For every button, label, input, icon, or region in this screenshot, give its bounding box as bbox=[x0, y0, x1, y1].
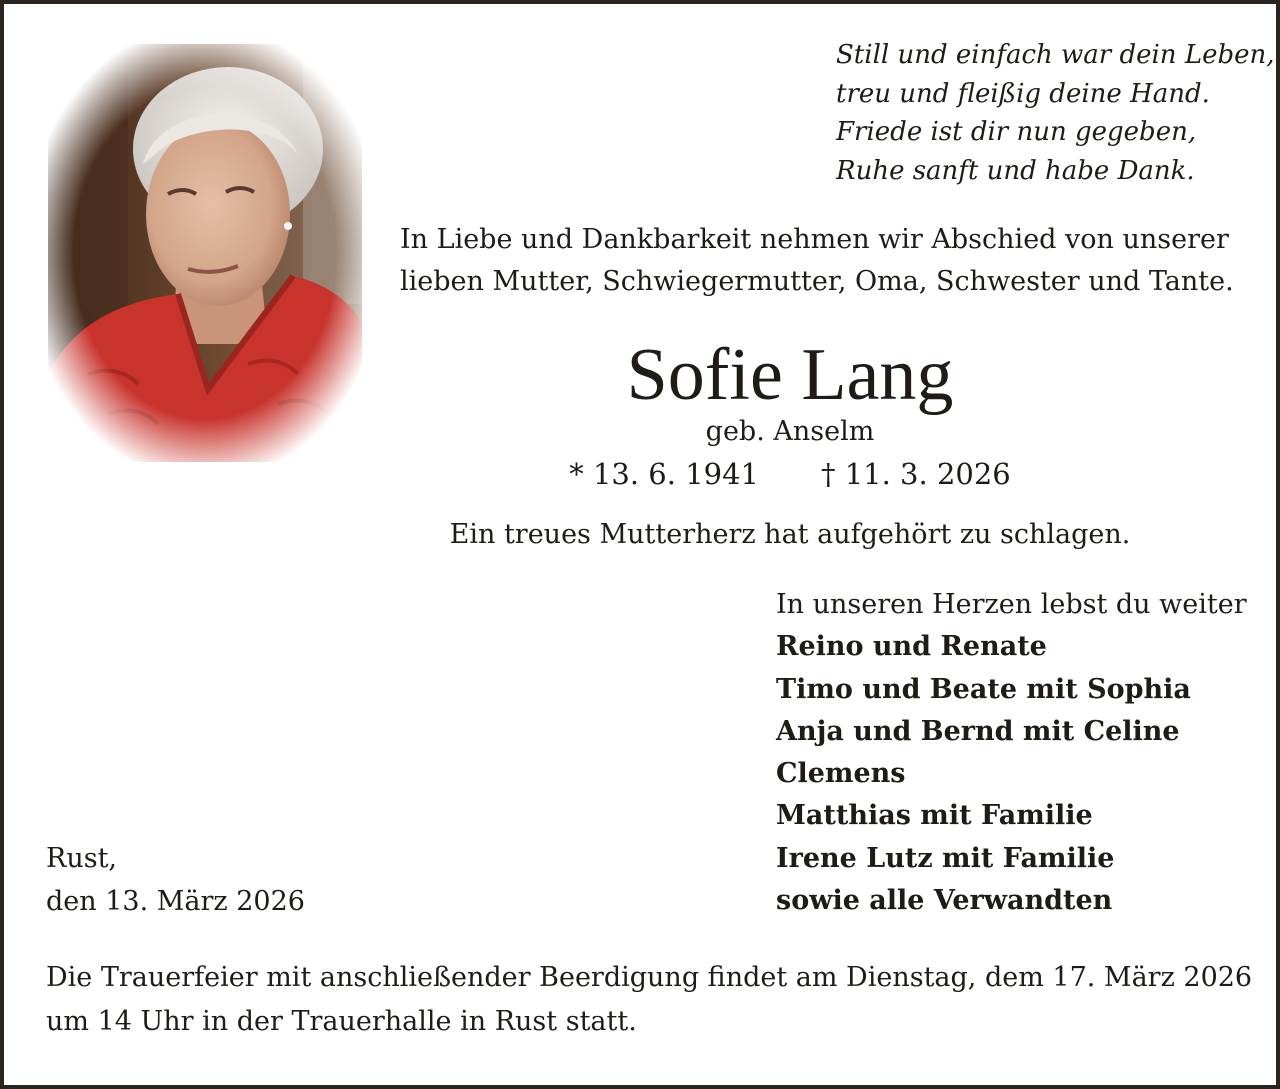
mourners-intro: In unseren Herzen lebst du weiter bbox=[776, 589, 1247, 620]
mourner-name: Irene Lutz mit Familie bbox=[776, 842, 1115, 874]
mourners-list bbox=[776, 584, 1271, 922]
mourner-name: Reino und Renate bbox=[776, 631, 1047, 663]
mourner-name: Timo und Beate mit Sophia bbox=[776, 673, 1191, 705]
birth-date: * 13. 6. 1941 bbox=[569, 457, 759, 491]
life-dates bbox=[400, 454, 1180, 494]
motto-text: Ein treues Mutterherz hat aufgehört zu schlagen. bbox=[449, 519, 1131, 550]
death-date: † 11. 3. 2026 bbox=[821, 457, 1011, 491]
poem-line: Ruhe sanft und habe Dank. bbox=[836, 155, 1195, 186]
intro-line: In Liebe und Dankbarkeit nehmen wir Abschied von unserer bbox=[400, 224, 1229, 255]
intro-line: lieben Mutter, Schwiegermutter, Oma, Schwester und Tante. bbox=[400, 266, 1234, 297]
portrait-photo bbox=[48, 44, 362, 462]
mourner-name: Clemens bbox=[776, 758, 906, 790]
funeral-line: Die Trauerfeier mit anschließender Beerdigung findet am Dienstag, dem 17. März 2026 bbox=[46, 962, 1253, 993]
poem-line: Friede ist dir nun gegeben, bbox=[836, 117, 1197, 147]
poem-line: treu und fleißig deine Hand. bbox=[836, 78, 1210, 109]
birth-name: geb. Anselm bbox=[705, 416, 875, 447]
mourner-name: Matthias mit Familie bbox=[776, 800, 1093, 832]
place-and-date bbox=[46, 837, 446, 923]
funeral-notice bbox=[46, 956, 1266, 1044]
mourner-name: Anja und Bernd mit Celine bbox=[776, 715, 1180, 747]
date: den 13. März 2026 bbox=[46, 886, 305, 917]
place: Rust, bbox=[46, 843, 118, 874]
intro-text bbox=[400, 219, 1260, 303]
mourner-name: sowie alle Verwandten bbox=[776, 885, 1113, 917]
poem-line: Still und einfach war dein Leben, bbox=[836, 40, 1275, 70]
funeral-line: um 14 Uhr in der Trauerhalle in Rust statt. bbox=[46, 1006, 637, 1037]
deceased-name: Sofie Lang bbox=[626, 334, 954, 416]
memorial-poem bbox=[836, 36, 1275, 190]
